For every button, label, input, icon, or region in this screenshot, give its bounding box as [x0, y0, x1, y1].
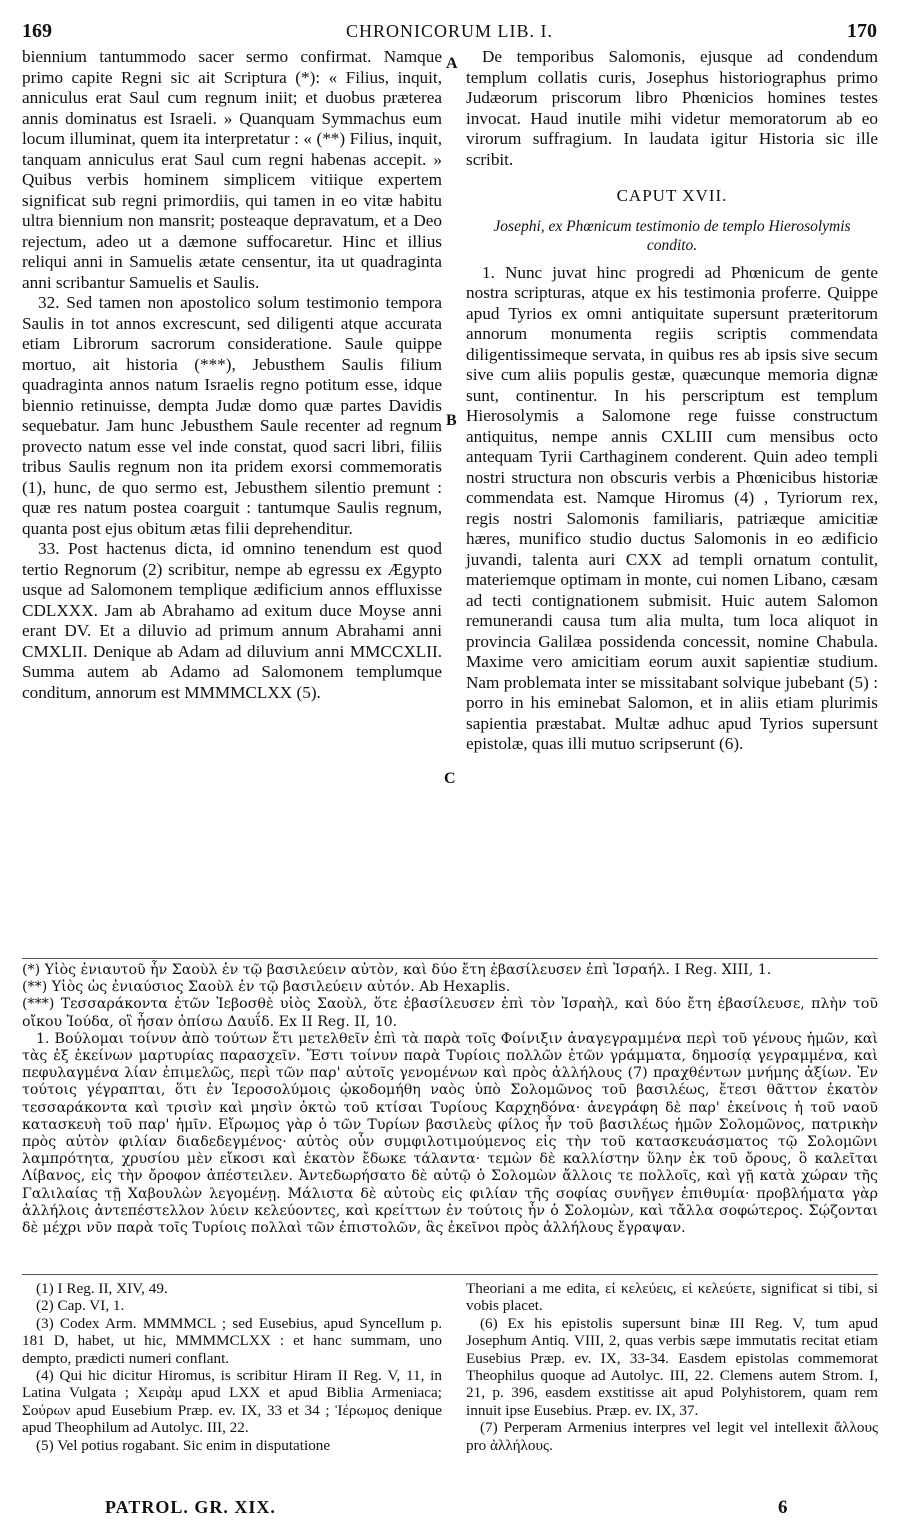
greek-text-block — [22, 962, 878, 1237]
footnote-3: (3) Codex Arm. MMMMCL ; sed Eusebius, apud Syncellum p. 181 D, habet, ut hic, MMMMCLXX : et hanc summam, uno dempto, prædicti numeri conflant. — [22, 1314, 442, 1367]
footnote-5-continued: Theoriani a me edita, εἰ κελεύεις, εἰ κελεύετε, significat si tibi, si vobis placet. — [466, 1280, 878, 1315]
footnote-7: (7) Perperam Armenius interpres vel legit vel intellexit ἄλλους pro ἀλλήλους. — [466, 1419, 878, 1454]
footnote-6: (6) Ex his epistolis supersunt binæ III Reg. V, tum apud Josephum Antiq. VIII, 2, quas verbis sæpe immutatis recitat etiam Eusebius Præp. ev. IX, 33-34. Easdem epistolas commemorat Theophilus quoque ad Autolyc. III, 22. Clemens autem Strom. I, 21, p. 396, easdem exstitisse ait apud Polyhistorem, quam rem innuit ipse Eusebius. Præp. ev. IX, 37. — [466, 1314, 878, 1419]
greek-note-3: (***) Τεσσαράκοντα ἐτῶν Ἰεβοσθὲ υἱὸς Σαοὺλ, ὅτε ἐβασίλευσεν ἐπὶ τὸν Ἰσραὴλ, καὶ δύο ἔτη ἐβασίλευσε, πλὴν τοῦ οἴκου Ἰούδα, οἳ ἦσαν ὀπίσω Δαυΐδ. Ex II Reg. II, 10. — [22, 996, 878, 1030]
margin-letter-b: B — [446, 412, 457, 429]
footnote-1: (1) I Reg. II, XIV, 49. — [36, 1280, 168, 1297]
chapter-subtitle: Josephi, ex Phœnicum testimonio de templo Hierosolymis condito. — [493, 217, 851, 254]
footnotes-left — [22, 1280, 442, 1454]
greek-section-rule — [22, 958, 878, 959]
footnote-4: (4) Qui hic dicitur Hiromus, is scribitur Hiram II Reg. V, 11, in Latina Vulgata ; Χειρὰμ apud LXX et apud Biblia Armeniaca; Σούρων apud Eusebium Præp. ev. IX, 33 et 34 ; Ἱέρωμος denique apud Theophilum ad Autolyc. III, 22. — [22, 1367, 442, 1437]
footnote-2: (2) Cap. VI, 1. — [36, 1297, 125, 1315]
margin-letter-c: C — [444, 770, 456, 787]
greek-note-2: (**) Υἱὸς ὡς ἐνιαύσιος Σαοὺλ ἐν τῷ βασιλεύειν αὐτόν. Ab Hexaplis. — [22, 979, 511, 996]
page-header — [22, 18, 877, 44]
greek-note-1: (*) Υἱὸς ἐνιαυτοῦ ἦν Σαοὺλ ἐν τῷ βασιλεύειν αὐτὸν, καὶ δύο ἔτη ἐβασίλευσεν ἐπὶ Ἰσραήλ. I Reg. XIII, 1. — [22, 962, 772, 978]
footer-series-label: PATROL. GR. XIX. — [105, 1497, 276, 1517]
left-column — [22, 47, 442, 703]
right-paragraph-1: 1. Nunc juvat hinc progredi ad Phœnicum de gente nostra scripturas, atque ex his testimonia proferre. Quippe apud Tyrios ex omni antiquitate supersunt præteritorum annorum monumenta regiis scriptis commendata diligentissimeque servata, in quibus res ab ipsis sive secum sive cum aliis populis gestæ, quæcunque memoria dignæ sunt, continentur. In his perscriptum est templum Hierosolymis a Salomone rege fuisse constructum antiquitus, nempe annis CXLIII cum mensibus octo antequam Tyrii Carthaginem conderent. Quin adeo templi nostri structura non obscuris verbis a Phœnicibus historiæ commendata est. Namque Hiromus (4) , Tyriorum rex, regis nostri Salomonis familiaris, patriæque amicitiæ hæres, munifico studio ductus Salomonis in eo ædificio juvandi, talenta auri CXX ad templi ornatum contulit, materiemque optimam in monte, cui nomen Libano, cæsam ad tecti contignationem submisit. Huic autem Salomon remunerandi causa tum alia multa, tum loca aliquot in provincia Galilæa possidenda concessit, nomine Chabula. Maxime vero amicitiam eorum auxit sapientiæ studium. Nam problemata inter se missitabant solvique jubebant (5) : porro in his eminebat Salomon, et in aliis etiam plurimis sapientia præstabat. Multæ adhuc apud Tyrios supersunt epistolæ, quas illi mutuo scripserunt (6). — [466, 262, 878, 753]
left-paragraph-33: 33. Post hactenus dicta, id omnino tenendum est quod tertio Regnorum (2) scribitur, nempe ab egressu ex Ægypto usque ad Salomonem templique ædificium annos effluxisse CDLXXX. Jam ab Abrahamo ad exitum duce Moyse anni erant DV. Et a diluvio ad primum annum Abrahami anni CMXLII. Denique ab Adam ad diluvium anni MMCCXLII. Summa autem ab Adamo ad Salomonem templumque conditum, annorum est MMMMCLXX (5). — [22, 539, 442, 702]
right-page-number: 170 — [846, 19, 877, 42]
footnote-5: (5) Vel potius rogabant. Sic enim in disputatione — [36, 1436, 331, 1454]
left-page-number: 169 — [22, 19, 52, 42]
left-paragraph-1: biennium tantummodo sacer sermo confirmat. Namque primo capite Regni sic ait Scriptura (*): « Filius, inquit, anniculus erat Saul cum regnum iniit; et duobus præterea annis dominatus est Israeli. » Quanquam Symmachus eum locum illuminat, quem ita interpretatur : « (**) Filius, inquit, tanquam anniculus erat Saul cum regni habenas accepit. » Quibus verbis hominem simplicem vitiique expertem significat sub regni primordiis, qui tamen in eo vitæ habitu ultra biennium non mansrit; posteaque depravatum, et a Deo rejectum, adeo ut a dæmone suffocaretur. Hinc et illius reliqui anni in Samuelis ætate censentur, ita ut quadraginta anni scribantur Samuelis et Saulis. — [22, 47, 442, 292]
right-column — [466, 47, 878, 755]
right-intro-paragraph: De temporibus Salomonis, ejusque ad condendum templum collatis curis, Josephus historiographus primo Judæorum priscorum libro Phœnicios homines testes invocat. Haud inutile mihi videtur memoratorum ab eo virorum suffragium. In laudata igitur Historia sic ille scribit. — [466, 47, 878, 169]
footer-signature: 6 — [778, 1497, 788, 1518]
footnotes-rule — [22, 1274, 878, 1275]
left-paragraph-32: 32. Sed tamen non apostolico solum testimonio tempora Saulis in tot annos excrescunt, sed diligenti atque accurata etiam Librorum sacrorum consideratione. Saule quippe mortuo, ait historia (***), Jebusthem Saulis filium quadraginta annos natum Israelis regno potitum esse, idque biennio retinuisse, dempta Judæ domo quæ partes Davidis sequebatur. Jam hunc Jebusthem Saule recenter ad regnum provecto natum esse vel inde constat, quod sacri libri, filiis tribus Saulis regnum non ita pridem exorsi commemoratis (1), hunc, de quo sermo est, Jebusthem silentio premunt : quæ res natum postea coarguit : tantumque Saulis regnum, quanta post ejus obitum ætas filii deprehenditur. — [22, 293, 442, 538]
chapter-title: CAPUT XVII. — [616, 186, 728, 205]
footnotes-right — [466, 1280, 878, 1454]
greek-main-paragraph: 1. Βούλομαι τοίνυν ἀπὸ τούτων ἔτι μετελθεῖν ἐπὶ τὰ παρὰ τοῖς Φοίνιξιν ἀναγεγραμμένα περὶ τοῦ γένους ἡμῶν, καὶ τὰς ἐξ ἐκείνων μαρτυρίας παρασχεῖν. Ἔστι τοίνυν παρὰ Τυρίοις πολλῶν ἐτῶν γράμματα, δημοσίᾳ γεγραμμένα, καὶ πεφυλαγμένα λίαν ἐπιμελῶς, περὶ τῶν παρ' αὐτοῖς γενομένων καὶ πρὸς ἀλλήλους (7) πραχθέντων μνήμης ἀξίων. Ἐν τούτοις γέγραπται, ὅτι ἐν Ἱεροσολύμοις ᾠκοδομήθη ναὸς ὑπὸ Σολομῶνος τοῦ βασιλέως, ἔτεσι θᾶττον ἑκατὸν τεσσαράκοντα καὶ τρισὶν καὶ μησὶν ὀκτὼ τοῦ κτίσαι Τυρίους Καρχηδόνα· ἀνεγράφη δὲ παρ' ἐκείνοις ἡ τοῦ ναοῦ κατασκευὴ τοῦ παρ' ἡμῖν. Εἴρωμος γὰρ ὁ τῶν Τυρίων βασιλεὺς φίλος ἦν τοῦ βασιλέως ἡμῶν Σολομῶνος, πατρικὴν πρὸς αὐτὸν φιλίαν διαδεδεγμένος· αὐτὸς οὖν συμφιλοτιμούμενος εἰς τὴν τοῦ κατασκευάσματος τῷ Σολομῶνι λαμπρότητα, χρυσίου μὲν εἴκοσι καὶ ἑκατὸν ἔδωκε τάλαντα· τεμὼν δὲ καλλίστην ὕλην ἐκ τοῦ ὄρους, ὃ καλεῖται Λίβανος, εἰς τὴν ὄροφον ἀπέστειλεν. Ἀντεδωρήσατο δὲ αὐτῷ ὁ Σολομὼν ἄλλοις τε πολλοῖς, καὶ γῇ κατὰ χώραν τῆς Γαλιλαίας τῇ Χαβουλὼν λεγομένῃ. Μάλιστα δὲ αὐτοὺς εἰς φιλίαν τῆς σοφίας συνῆγεν ἐπιθυμία· προβλήματα γὰρ ἀλλήλοις ἀντεπέστελλον λύειν κελεύοντες, καὶ κρείττων ἐν τούτοις ἦν ὁ Σολομὼν, καὶ τἄλλα σοφώτερος. Σῴζονται δὲ μέχρι νῦν παρὰ τοῖς Τυρίοις πολλαὶ τῶν ἐπιστολῶν, ἃς ἐκεῖνοι πρὸς ἀλλήλους ἔγραψαν. — [22, 1030, 878, 1237]
margin-letter-a: A — [446, 55, 458, 72]
running-title: CHRONICORUM LIB. I. — [345, 20, 553, 41]
